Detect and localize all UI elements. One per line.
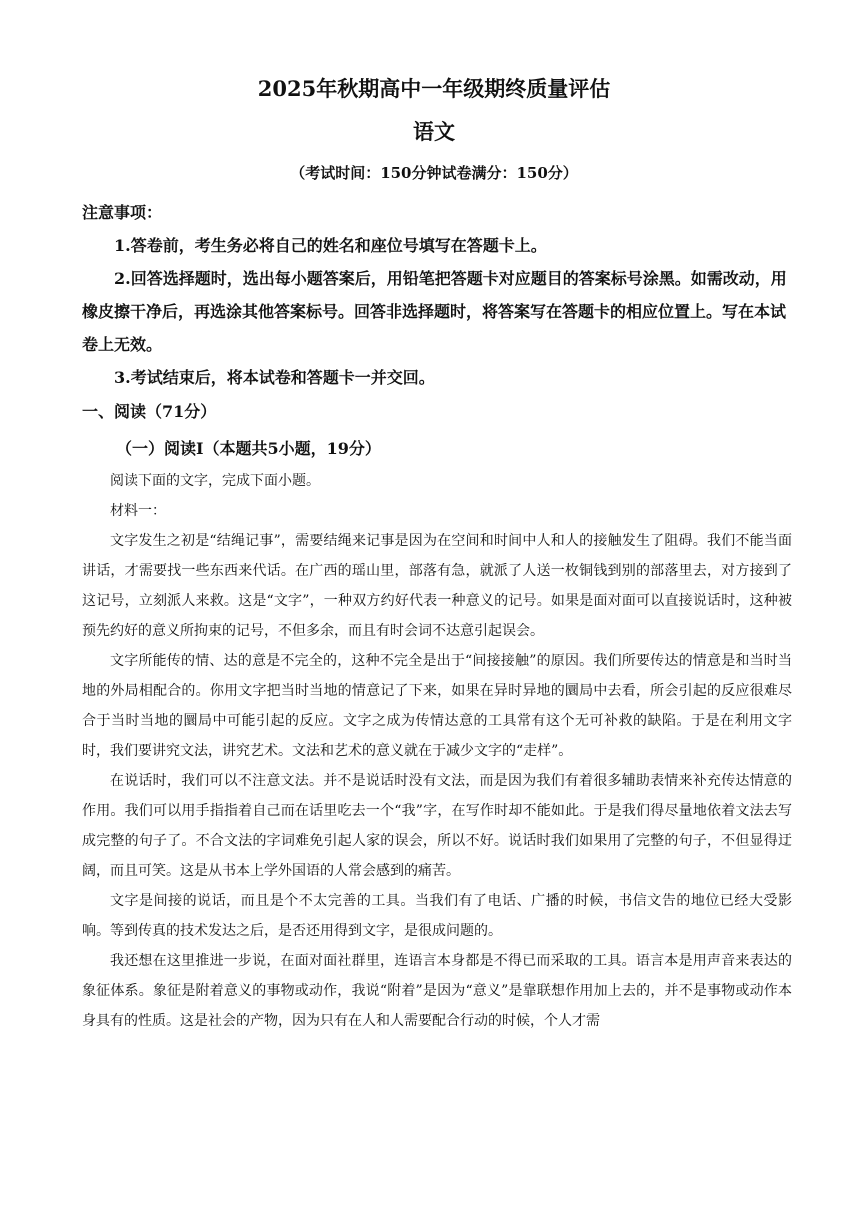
notice-item-3: 3.考试结束后，将本试卷和答题卡一并交回。: [114, 368, 435, 387]
notice-item-2: 2.回答选择题时，选出每小题答案后，用铅笔把答题卡对应题目的答案标号涂黑。如需改动，用橡皮擦干净后，再选涂其他答案标号。回答非选择题时，将答案写在答题卡的相应位置上。写在本试卷上无效。: [82, 269, 787, 354]
subsection-heading: （一）阅读Ⅰ（本题共5小题，19分）: [116, 439, 381, 458]
paragraph-4: 文字是间接的说话，而且是个不太完善的工具。当我们有了电话、广播的时候，书信文告的地位已经大受影响。等到传真的技术发达之后，是否还用得到文字，是很成问题的。: [82, 893, 792, 939]
notice-item-1: 1.答卷前，考生务必将自己的姓名和座位号填写在答题卡上。: [114, 236, 547, 255]
paragraph-1: 文字发生之初是“结绳记事”，需要结绳来记事是因为在空间和时间中人和人的接触发生了阻碍。我们不能当面讲话，才需要找一些东西来代话。在广西的瑶山里，部落有急，就派了人送一枚铜钱到别的部落里去，对方接到了这记号，立刻派人来救。这是“文字”，一种双方约好代表一种意义的记号。如果是面对面可以直接说话时，这种被预先约好的意义所拘束的记号，不但多余，而且有时会词不达意引起误会。: [82, 533, 792, 639]
paragraph-3: 在说话时，我们可以不注意文法。并不是说话时没有文法，而是因为我们有着很多辅助表情来补充传达情意的作用。我们可以用手指指着自己而在话里吃去一个“我”字，在写作时却不能如此。于是我们得尽量地依着文法去写成完整的句子了。不合文法的字词难免引起人家的误会，所以不好。说话时我们如果用了完整的句子，不但显得迂阔，而且可笑。这是从书本上学外国语的人常会感到的痛苦。: [82, 773, 792, 879]
reading-passage: [82, 466, 792, 1036]
subject-title: 语文: [413, 119, 455, 144]
paragraph-5: 我还想在这里推进一步说，在面对面社群里，连语言本身都是不得已而采取的工具。语言本是用声音来表达的象征体系。象征是附着意义的事物或动作，我说“附着”是因为“意义”是靠联想作用加上去的，并不是事物或动作本身具有的性质。这是社会的产物，因为只有在人和人需要配合行动的时候，个人才需: [82, 953, 792, 1029]
notice-block: [82, 196, 792, 394]
exam-title: 2025年秋期高中一年级期终质量评估: [257, 76, 611, 101]
reading-instruction: 阅读下面的文字，完成下面小题。: [110, 473, 320, 489]
exam-info: （考试时间：150分钟试卷满分：150分）: [290, 164, 578, 182]
material-label: 材料一：: [110, 503, 166, 519]
section-heading: 一、阅读（71分）: [82, 402, 217, 421]
notice-heading: 注意事项：: [82, 203, 163, 222]
paragraph-2: 文字所能传的情、达的意是不完全的，这种不完全是出于“间接接触”的原因。我们所要传达的情意是和当时当地的外局相配合的。你用文字把当时当地的情意记了下来，如果在异时异地的圜局中去看，所会引起的反应很难尽合于当时当地的圜局中可能引起的反应。文字之成为传情达意的工具常有这个无可补救的缺陷。于是在利用文字时，我们要讲究文法，讲究艺术。文法和艺术的意义就在于减少文字的“走样”。: [82, 653, 792, 759]
